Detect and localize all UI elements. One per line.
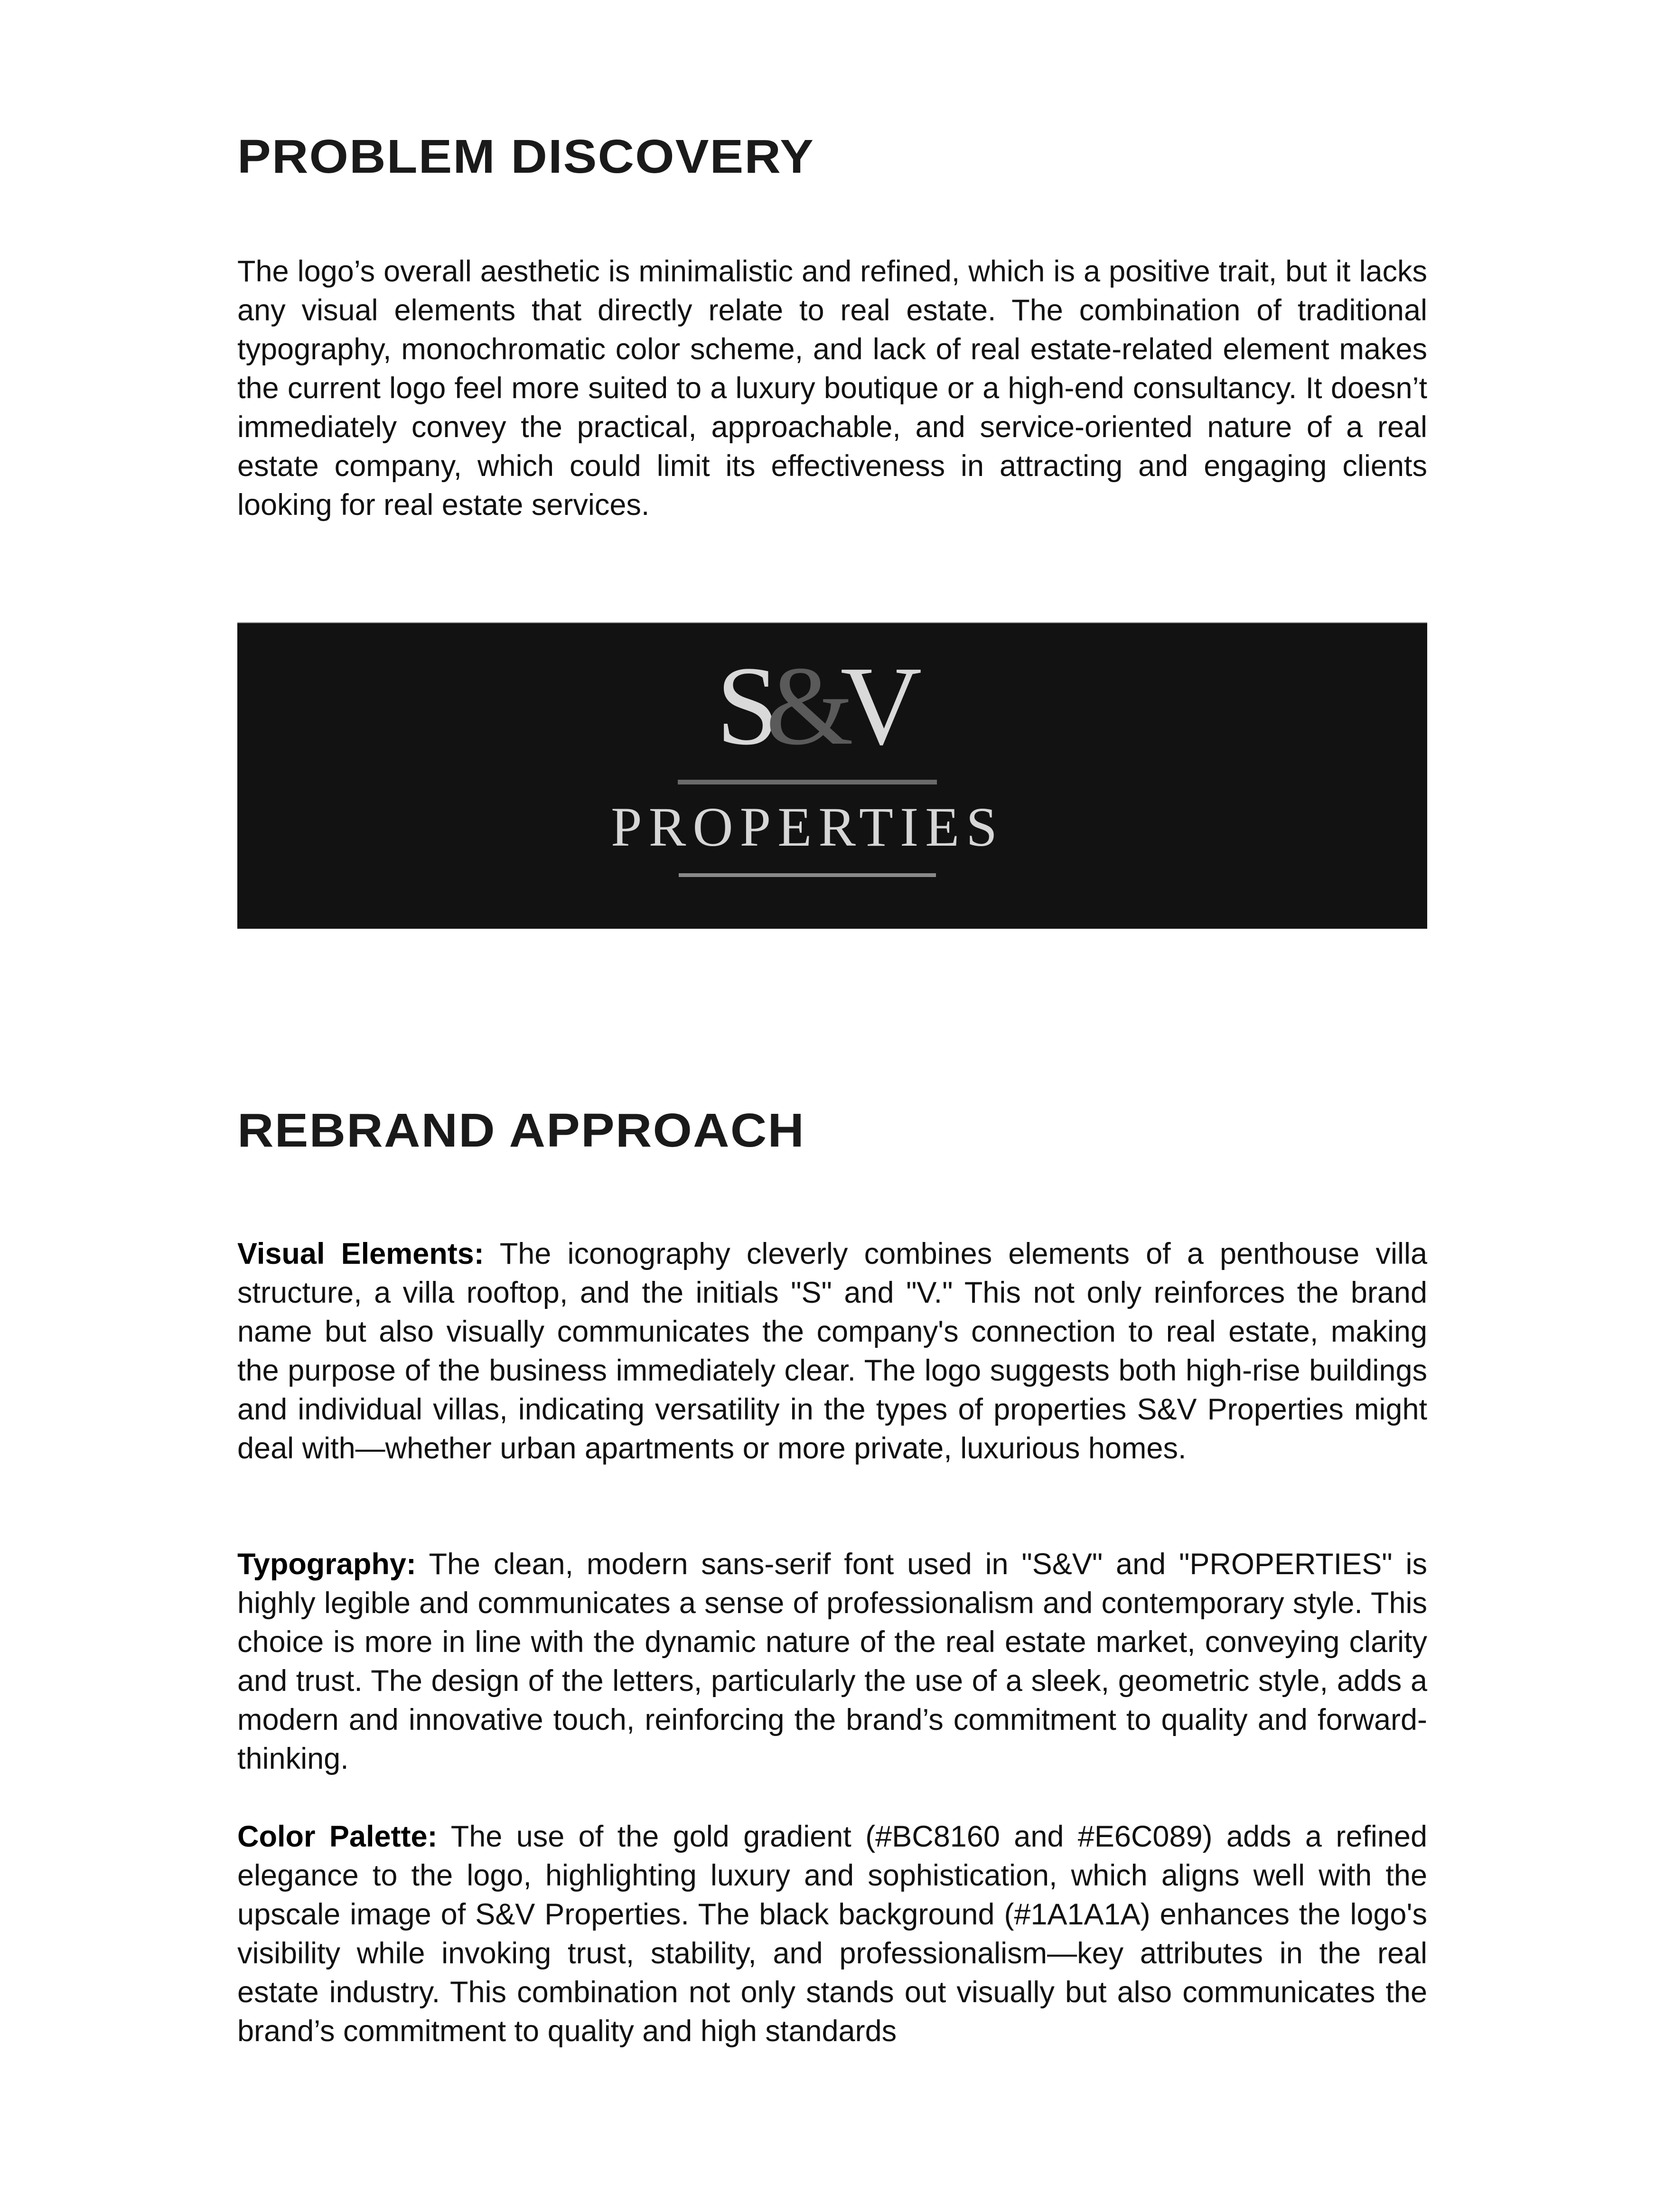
- logo-monogram-v: V: [840, 644, 909, 768]
- problem-discovery-paragraph: The logo’s overall aesthetic is minimalistic and refined, which is a positive trait, but it lacks any visual elements that directly relate to real estate. The combination of traditional typography, monochromatic color scheme, and lack of real estate-related element makes the current logo feel more suited to a luxury boutique or a high-end consultancy. It doesn’t immediately convey the practical, approachable, and service-oriented nature of a real estate company, which could limit its effectiveness in attracting and engaging clients looking for real estate services.: [237, 255, 1427, 522]
- color-palette-paragraph: [237, 1817, 1427, 2051]
- rebrand-approach-heading: REBRAND APPROACH: [237, 1104, 805, 1157]
- logo-monogram: [716, 644, 909, 768]
- logo-wordmark: PROPERTIES: [611, 796, 1004, 858]
- current-logo-image: [237, 623, 1427, 929]
- color-palette-label: Color Palette:: [237, 1820, 438, 1853]
- visual-elements-text: The iconography cleverly combines elements of a penthouse villa structure, a villa rooftop, and the initials "S" and "V." This not only reinforces the brand name but also visually communicates the company's connection to real estate, making the purpose of the business immediately clear. The logo suggests both high-rise buildings and individual villas, indicating versatility in the types of properties S&V Properties might deal with—whether urban apartments or more private, luxurious homes.: [237, 1237, 1428, 1465]
- typography-text: The clean, modern sans-serif font used in "S&V" and "PROPERTIES" is highly legible and communicates a sense of professionalism and contemporary style. This choice is more in line with the dynamic nature of the real estate market, conveying clarity and trust. The design of the letters, particularly the use of a sleek, geometric style, adds a modern and innovative touch, reinforcing the brand’s commitment to quality and forward-thinking.: [237, 1548, 1427, 1775]
- logo-monogram-ampersand: &: [766, 644, 841, 768]
- logo-monogram-s: S: [716, 644, 766, 768]
- problem-discovery-heading: PROBLEM DISCOVERY: [237, 130, 814, 183]
- visual-elements-paragraph: [237, 1234, 1427, 1468]
- logo-divider-bottom: [679, 873, 936, 877]
- visual-elements-label: Visual Elements:: [237, 1237, 484, 1270]
- typography-paragraph: [237, 1545, 1427, 1778]
- typography-label: Typography:: [237, 1548, 416, 1581]
- color-palette-text: The use of the gold gradient (#BC8160 and #E6C089) adds a refined elegance to the logo, highlighting luxury and sophistication, which aligns well with the upscale image of S&V Properties. The black background (#1A1A1A) enhances the logo's visibility while invoking trust, stability, and professionalism—key attributes in the real estate industry. This combination not only stands out visually but also communicates the brand’s commitment to quality and high standards: [237, 1820, 1427, 2048]
- logo-divider-top: [678, 780, 937, 784]
